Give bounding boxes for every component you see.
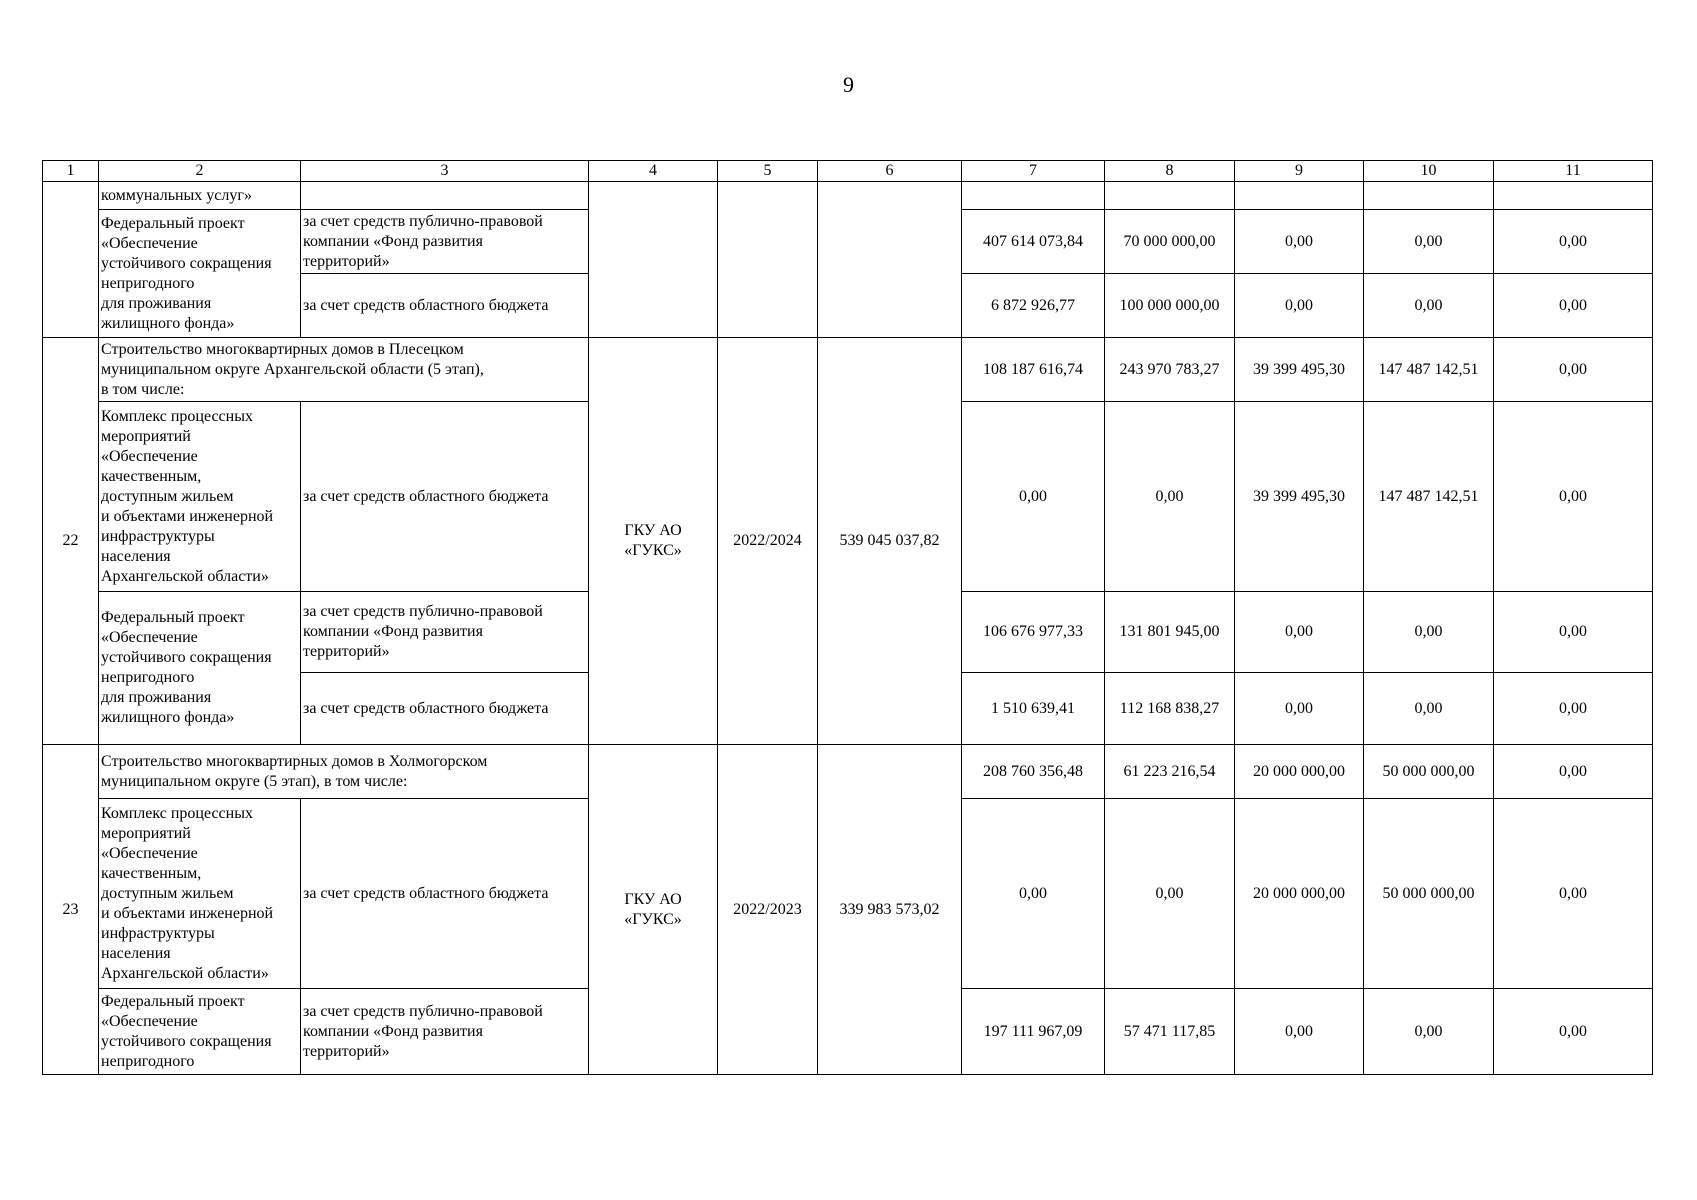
funding-source: за счет средств публично-правовой компании «Фонд развития территорий» bbox=[301, 210, 589, 274]
value-cell: 39 399 495,30 bbox=[1235, 402, 1364, 592]
executor-cell: ГКУ АО «ГУКС» bbox=[589, 338, 718, 745]
funding-source: за счет средств областного бюджета bbox=[301, 274, 589, 338]
cost-cell bbox=[818, 182, 962, 338]
federal-project-name: Федеральный проект «Обеспечение устойчивого сокращения непригодного для проживания жилищного фонда» bbox=[99, 210, 301, 338]
item-number-cell bbox=[43, 182, 99, 338]
funding-source: за счет средств областного бюджета bbox=[301, 402, 589, 592]
table-row bbox=[43, 338, 1653, 402]
value-cell: 197 111 967,09 bbox=[962, 989, 1105, 1075]
process-complex-name: Комплекс процессных мероприятий «Обеспечение качественным, доступным жильем и объектами инженерной инфраструктуры населения Архангельской области» bbox=[99, 402, 301, 592]
value-cell: 0,00 bbox=[1494, 592, 1653, 673]
value-cell: 0,00 bbox=[1494, 338, 1653, 402]
col-header: 3 bbox=[301, 161, 589, 182]
value-cell: 70 000 000,00 bbox=[1105, 210, 1235, 274]
value-cell: 1 510 639,41 bbox=[962, 673, 1105, 745]
value-cell: 147 487 142,51 bbox=[1364, 402, 1494, 592]
value-cell: 131 801 945,00 bbox=[1105, 592, 1235, 673]
value-cell: 106 676 977,33 bbox=[962, 592, 1105, 673]
value-cell bbox=[1494, 182, 1653, 210]
value-cell: 0,00 bbox=[1494, 989, 1653, 1075]
funding-source: за счет средств областного бюджета bbox=[301, 673, 589, 745]
cost-cell: 339 983 573,02 bbox=[818, 745, 962, 1075]
value-cell: 0,00 bbox=[1364, 210, 1494, 274]
funding-source: за счет средств публично-правовой компании «Фонд развития территорий» bbox=[301, 989, 589, 1075]
value-cell: 50 000 000,00 bbox=[1364, 745, 1494, 799]
value-cell: 0,00 bbox=[1105, 799, 1235, 989]
value-cell: 0,00 bbox=[1235, 210, 1364, 274]
value-cell bbox=[1235, 182, 1364, 210]
value-cell: 0,00 bbox=[1235, 274, 1364, 338]
value-cell: 407 614 073,84 bbox=[962, 210, 1105, 274]
value-cell: 208 760 356,48 bbox=[962, 745, 1105, 799]
value-cell: 0,00 bbox=[1364, 989, 1494, 1075]
col-header: 1 bbox=[43, 161, 99, 182]
federal-project-name: Федеральный проект «Обеспечение устойчивого сокращения непригодного bbox=[99, 989, 301, 1075]
value-cell: 112 168 838,27 bbox=[1105, 673, 1235, 745]
value-cell: 0,00 bbox=[962, 799, 1105, 989]
item-title: Строительство многоквартирных домов в Плесецком муниципальном округе Архангельской области (5 этап), в том числе: bbox=[99, 338, 589, 402]
value-cell bbox=[1105, 182, 1235, 210]
value-cell: 243 970 783,27 bbox=[1105, 338, 1235, 402]
col-header: 11 bbox=[1494, 161, 1653, 182]
col-header: 7 bbox=[962, 161, 1105, 182]
col-header: 6 bbox=[818, 161, 962, 182]
value-cell: 6 872 926,77 bbox=[962, 274, 1105, 338]
col-header: 5 bbox=[718, 161, 818, 182]
col-header: 8 bbox=[1105, 161, 1235, 182]
funding-source: за счет средств публично-правовой компании «Фонд развития территорий» bbox=[301, 592, 589, 673]
years-cell: 2022/2023 bbox=[718, 745, 818, 1075]
value-cell: 0,00 bbox=[1105, 402, 1235, 592]
years-cell bbox=[718, 182, 818, 338]
cost-cell: 539 045 037,82 bbox=[818, 338, 962, 745]
table-row bbox=[43, 182, 1653, 210]
value-cell bbox=[962, 182, 1105, 210]
budget-table bbox=[42, 160, 1653, 1075]
executor-cell bbox=[589, 182, 718, 338]
item-number-cell: 22 bbox=[43, 338, 99, 745]
value-cell: 50 000 000,00 bbox=[1364, 799, 1494, 989]
value-cell: 0,00 bbox=[1235, 592, 1364, 673]
funding-source: за счет средств областного бюджета bbox=[301, 799, 589, 989]
col-header: 9 bbox=[1235, 161, 1364, 182]
federal-project-name: Федеральный проект «Обеспечение устойчивого сокращения непригодного для проживания жилищного фонда» bbox=[99, 592, 301, 745]
value-cell: 0,00 bbox=[1235, 673, 1364, 745]
value-cell: 0,00 bbox=[1364, 673, 1494, 745]
value-cell: 0,00 bbox=[1494, 745, 1653, 799]
value-cell: 0,00 bbox=[1494, 402, 1653, 592]
col-header: 2 bbox=[99, 161, 301, 182]
source-cell bbox=[301, 182, 589, 210]
value-cell: 0,00 bbox=[1494, 274, 1653, 338]
process-complex-name: Комплекс процессных мероприятий «Обеспечение качественным, доступным жильем и объектами инженерной инфраструктуры населения Архангельской области» bbox=[99, 799, 301, 989]
table-row bbox=[43, 745, 1653, 799]
value-cell bbox=[1364, 182, 1494, 210]
page-number: 9 bbox=[843, 72, 854, 97]
years-cell: 2022/2024 bbox=[718, 338, 818, 745]
value-cell: 20 000 000,00 bbox=[1235, 799, 1364, 989]
value-cell: 100 000 000,00 bbox=[1105, 274, 1235, 338]
value-cell: 61 223 216,54 bbox=[1105, 745, 1235, 799]
value-cell: 0,00 bbox=[1364, 274, 1494, 338]
value-cell: 20 000 000,00 bbox=[1235, 745, 1364, 799]
value-cell: 39 399 495,30 bbox=[1235, 338, 1364, 402]
value-cell: 57 471 117,85 bbox=[1105, 989, 1235, 1075]
value-cell: 108 187 616,74 bbox=[962, 338, 1105, 402]
item-number-cell: 23 bbox=[43, 745, 99, 1075]
executor-cell: ГКУ АО «ГУКС» bbox=[589, 745, 718, 1075]
col-header: 10 bbox=[1364, 161, 1494, 182]
column-number-row bbox=[43, 161, 1653, 182]
value-cell: 0,00 bbox=[1494, 210, 1653, 274]
item-name-cell: коммунальных услуг» bbox=[99, 182, 301, 210]
value-cell: 0,00 bbox=[1494, 799, 1653, 989]
value-cell: 147 487 142,51 bbox=[1364, 338, 1494, 402]
item-title: Строительство многоквартирных домов в Холмогорском муниципальном округе (5 этап), в том числе: bbox=[99, 745, 589, 799]
value-cell: 0,00 bbox=[1494, 673, 1653, 745]
col-header: 4 bbox=[589, 161, 718, 182]
value-cell: 0,00 bbox=[1364, 592, 1494, 673]
value-cell: 0,00 bbox=[962, 402, 1105, 592]
value-cell: 0,00 bbox=[1235, 989, 1364, 1075]
